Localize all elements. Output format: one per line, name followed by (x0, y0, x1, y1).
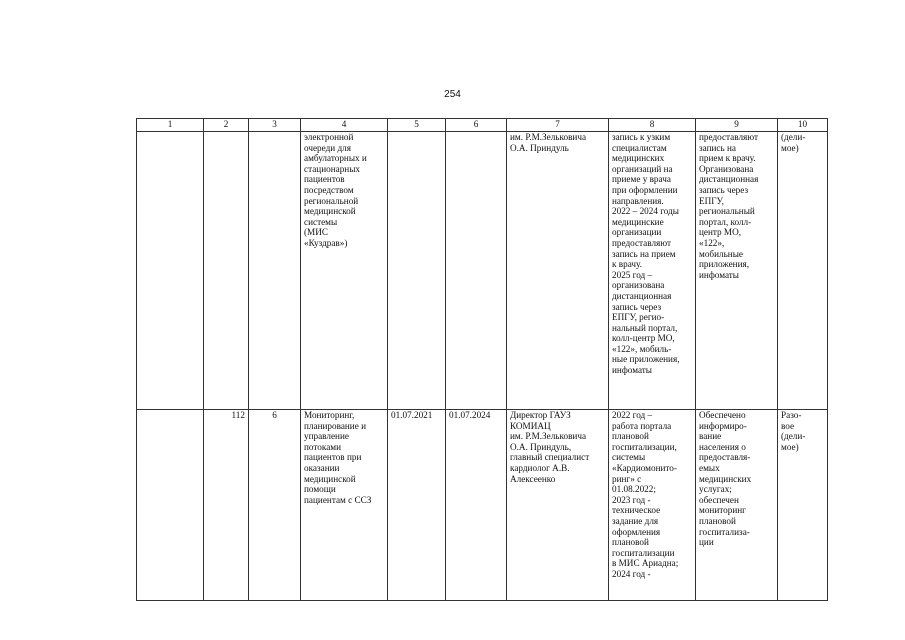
table-row (137, 132, 828, 410)
cell-text: (дели- мое) (781, 132, 806, 153)
column-header-4: 4 (301, 119, 388, 132)
table-cell (137, 132, 204, 410)
table-cell (446, 132, 507, 410)
cell-text: 6 (272, 410, 277, 420)
cell-text: 01.07.2024 (449, 410, 491, 420)
table-cell (388, 410, 446, 601)
column-header-1: 1 (137, 119, 204, 132)
table-cell (301, 410, 388, 601)
table-cell (609, 132, 696, 410)
table-cell (609, 410, 696, 601)
column-header-6: 6 (446, 119, 507, 132)
column-header-8: 8 (609, 119, 696, 132)
cell-text: 112 (231, 410, 245, 420)
table-cell (204, 132, 249, 410)
header-row (137, 119, 828, 132)
table-cell (137, 410, 204, 601)
table-cell (778, 410, 828, 601)
table-cell (249, 410, 301, 601)
cell-text: им. Р.М.Зельковича О.А. Приндуль (510, 132, 587, 153)
table-cell (507, 410, 609, 601)
cell-text: Мониторинг, планирование и управление потоками пациентов при оказании медицинской помощи пациентам с ССЗ (304, 410, 372, 505)
table-row (137, 410, 828, 601)
cell-text: Обеспечено информиро- вание населения о предоставля- емых медицинских услугах; обеспечен мониторинг плановой госпитализа- ции (699, 410, 752, 548)
column-header-9: 9 (696, 119, 778, 132)
table-cell (696, 132, 778, 410)
column-header-5: 5 (388, 119, 446, 132)
table-cell (778, 132, 828, 410)
cell-text: Разо- вое (дели- мое) (781, 410, 806, 452)
table-cell (204, 410, 249, 601)
table-cell (249, 132, 301, 410)
cell-text: Директор ГАУЗ КОМИАЦ им. Р.М.Зельковича О.А. Приндуль, главный специалист кардиолог А.В. Алексеенко (510, 410, 590, 484)
page-number: 254 (444, 89, 461, 100)
cell-text: 01.07.2021 (391, 410, 433, 420)
table-cell (696, 410, 778, 601)
cell-text: запись к узким специалистам медицинских организаций на приеме у врача при оформлении направления. 2022 – 2024 годы медицинские организации предоставляют запись на прием к врачу. 2025 год – организована дистанционная запись через ЕПГУ, регио- нальный портал, колл-центр МО, «122», мобиль- ные приложения, инфоматы (612, 132, 680, 376)
cell-text: электронной очереди для амбулаторных и стационарных пациентов посредством региональной медицинской системы (МИС «Куздрав») (304, 132, 367, 248)
table-cell (446, 410, 507, 601)
table-cell (507, 132, 609, 410)
cell-text: предоставляют запись на прием к врачу. Организована дистанционная запись через ЕПГУ, региональный портал, колл- центр МО, «122», мобильные приложения, инфоматы (699, 132, 759, 280)
column-header-10: 10 (778, 119, 828, 132)
column-header-2: 2 (204, 119, 249, 132)
table-cell (388, 132, 446, 410)
cell-text: 2022 год – работа портала плановой госпитализации, системы «Кардиомонито- ринг» с 01.08.2022; 2023 год - техническое задание для оформления плановой госпитализации в МИС Ариадна; 2024 год - (612, 410, 679, 579)
column-header-3: 3 (249, 119, 301, 132)
plan-table (136, 118, 828, 601)
column-header-7: 7 (507, 119, 609, 132)
table-cell (301, 132, 388, 410)
